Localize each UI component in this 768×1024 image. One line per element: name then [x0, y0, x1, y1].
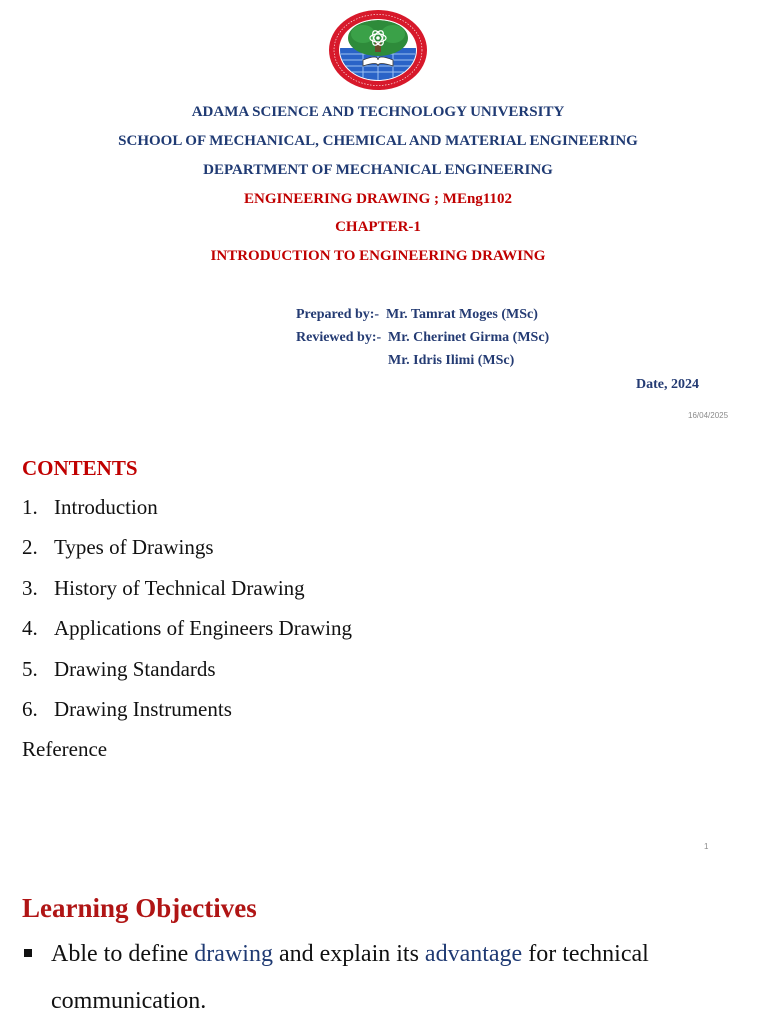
- keyword-drawing: drawing: [194, 941, 273, 967]
- contents-item: [22, 495, 158, 520]
- department-name: DEPARTMENT OF MECHANICAL ENGINEERING: [203, 162, 553, 178]
- chapter-title: INTRODUCTION TO ENGINEERING DRAWING: [210, 248, 546, 264]
- objective-text: Able to define: [51, 941, 195, 967]
- item-label: Drawing Standards: [54, 657, 216, 681]
- document-date: Date, 2024: [636, 377, 699, 392]
- contents-heading: CONTENTS: [22, 456, 138, 480]
- reviewed-by-name-2: Mr. Idris Ilimi (MSc): [388, 353, 515, 368]
- item-label: History of Technical Drawing: [54, 576, 305, 600]
- keyword-advantage: advantage: [424, 941, 523, 967]
- objectives-heading: Learning Objectives: [22, 893, 257, 923]
- university-logo: [327, 8, 429, 92]
- item-number: 4.: [22, 616, 38, 640]
- item-number: 5.: [22, 657, 38, 681]
- contents-item: [22, 697, 232, 722]
- item-label: Drawing Instruments: [54, 697, 232, 721]
- item-number: 3.: [22, 576, 38, 600]
- course-title: ENGINEERING DRAWING ; MEng1102: [244, 191, 512, 207]
- chapter-number: CHAPTER-1: [335, 219, 421, 235]
- contents-item: [22, 535, 214, 560]
- contents-reference: Reference: [22, 737, 108, 761]
- objective-text: for technical: [522, 941, 649, 967]
- item-number: 2.: [22, 535, 38, 559]
- item-label: Types of Drawings: [54, 535, 214, 559]
- item-label: Applications of Engineers Drawing: [54, 616, 353, 640]
- item-number: 6.: [22, 697, 38, 721]
- objective-line-2: communication.: [51, 988, 207, 1014]
- university-name: ADAMA SCIENCE AND TECHNOLOGY UNIVERSITY: [191, 104, 565, 120]
- objective-line-1: [51, 941, 649, 968]
- contents-item: [22, 657, 216, 682]
- contents-item: [22, 576, 305, 601]
- page-number: 1: [704, 842, 709, 851]
- prepared-by-label: Prepared by:-: [296, 307, 380, 322]
- reviewed-by-label: Reviewed by:-: [296, 330, 382, 345]
- bullet-square-icon: [24, 949, 32, 957]
- reviewed-by-name-1: Mr. Cherinet Girma (MSc): [388, 330, 550, 345]
- item-label: Introduction: [54, 495, 158, 519]
- school-name: SCHOOL OF MECHANICAL, CHEMICAL AND MATERIAL ENGINEERING: [118, 133, 638, 149]
- item-number: 1.: [22, 495, 38, 519]
- slide-date: 16/04/2025: [688, 411, 729, 420]
- objective-text: and explain its: [272, 941, 425, 967]
- contents-item: [22, 616, 352, 641]
- prepared-by-name: Mr. Tamrat Moges (MSc): [386, 307, 538, 322]
